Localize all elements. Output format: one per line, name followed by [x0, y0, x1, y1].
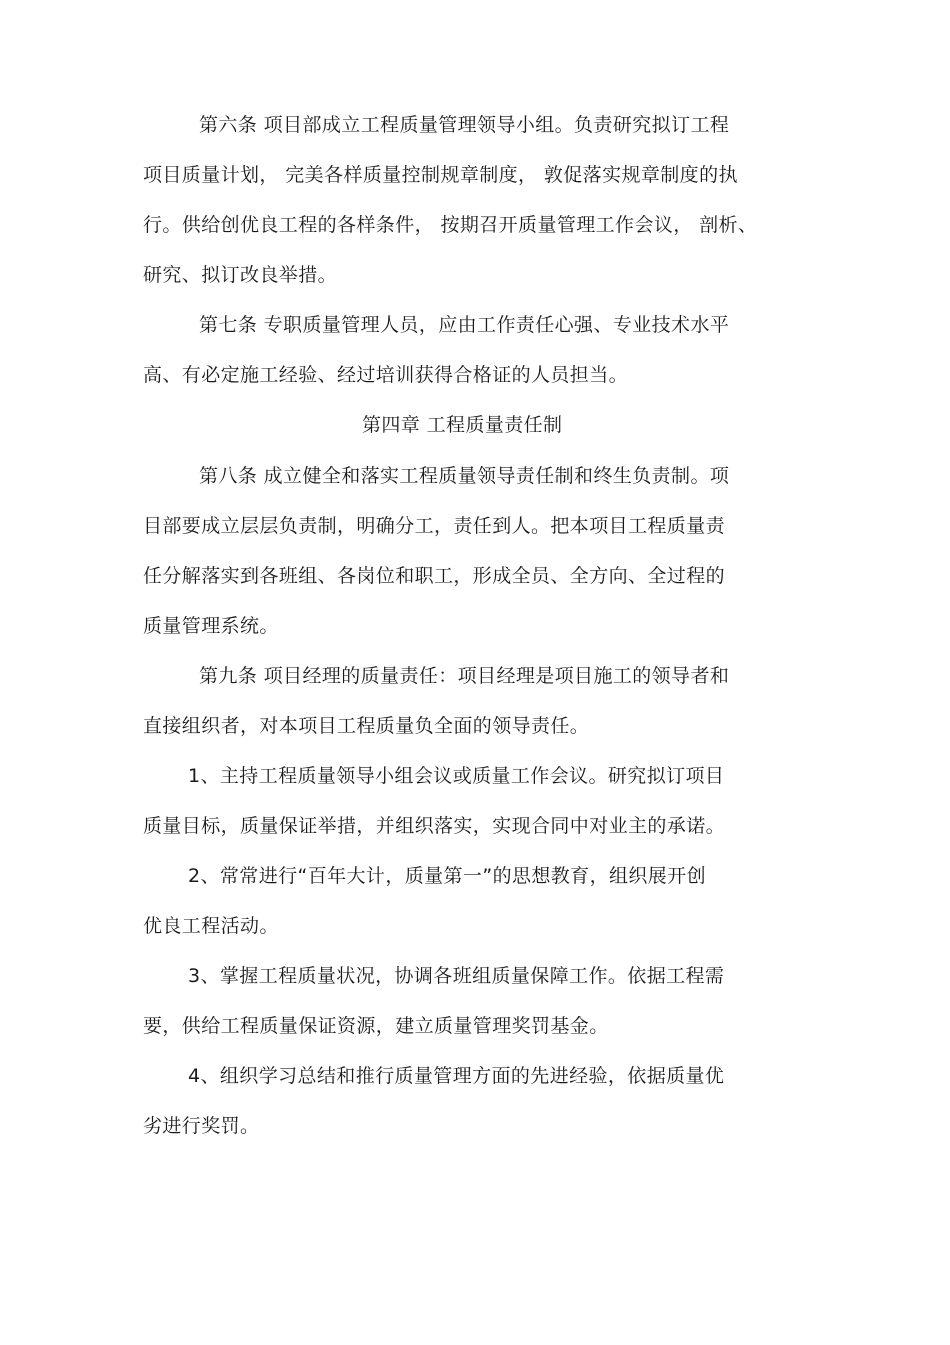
item-3-line-1: 3、掌握工程质量状况，协调各班组质量保障工作。依据工程需 — [188, 965, 725, 987]
article-9-line-1: 第九条 项目经理的质量责任：项目经理是项目施工的领导者和 — [199, 665, 730, 687]
article-9-line-2: 直接组织者，对本项目工程质量负全面的领导责任。 — [143, 715, 590, 737]
chapter-4-heading: 第四章 工程质量责任制 — [362, 414, 563, 436]
article-8-line-2: 目部要成立层层负责制，明确分工，责任到人。把本项目工程质量责 — [143, 515, 726, 537]
article-8-line-1: 第八条 成立健全和落实工程质量领导责任制和终生负责制。项 — [199, 465, 730, 487]
item-4-line-1: 4、组织学习总结和推行质量管理方面的先进经验，依据质量优 — [188, 1065, 725, 1087]
article-7-line-1: 第七条 专职质量管理人员，应由工作责任心强、专业技术水平 — [199, 314, 730, 336]
item-2-line-2: 优良工程活动。 — [143, 915, 279, 937]
item-1-line-1: 1、主持工程质量领导小组会议或质量工作会议。研究拟订项目 — [188, 765, 725, 787]
item-4-line-2: 劣进行奖罚。 — [143, 1115, 260, 1137]
article-6-line-2: 项目质量计划， 完美各样质量控制规章制度， 敦促落实规章制度的执 — [143, 164, 738, 186]
item-3-line-2: 要，供给工程质量保证资源，建立质量管理奖罚基金。 — [143, 1015, 609, 1037]
item-1-line-2: 质量目标，质量保证举措，并组织落实，实现合同中对业主的承诺。 — [143, 815, 726, 837]
article-6-line-4: 研究、拟订改良举措。 — [143, 264, 338, 286]
article-6-line-1: 第六条 项目部成立工程质量管理领导小组。负责研究拟订工程 — [199, 114, 730, 136]
article-7-line-2: 高、有必定施工经验、经过培训获得合格证的人员担当。 — [143, 364, 629, 386]
article-6-line-3: 行。供给创优良工程的各样条件， 按期召开质量管理工作会议， 剖析、 — [143, 214, 758, 236]
article-8-line-4: 质量管理系统。 — [143, 615, 279, 637]
article-8-line-3: 任分解落实到各班组、各岗位和职工，形成全员、全方向、全过程的 — [143, 565, 726, 587]
item-2-line-1: 2、常常进行“百年大计，质量第一”的思想教育，组织展开创 — [188, 865, 706, 887]
